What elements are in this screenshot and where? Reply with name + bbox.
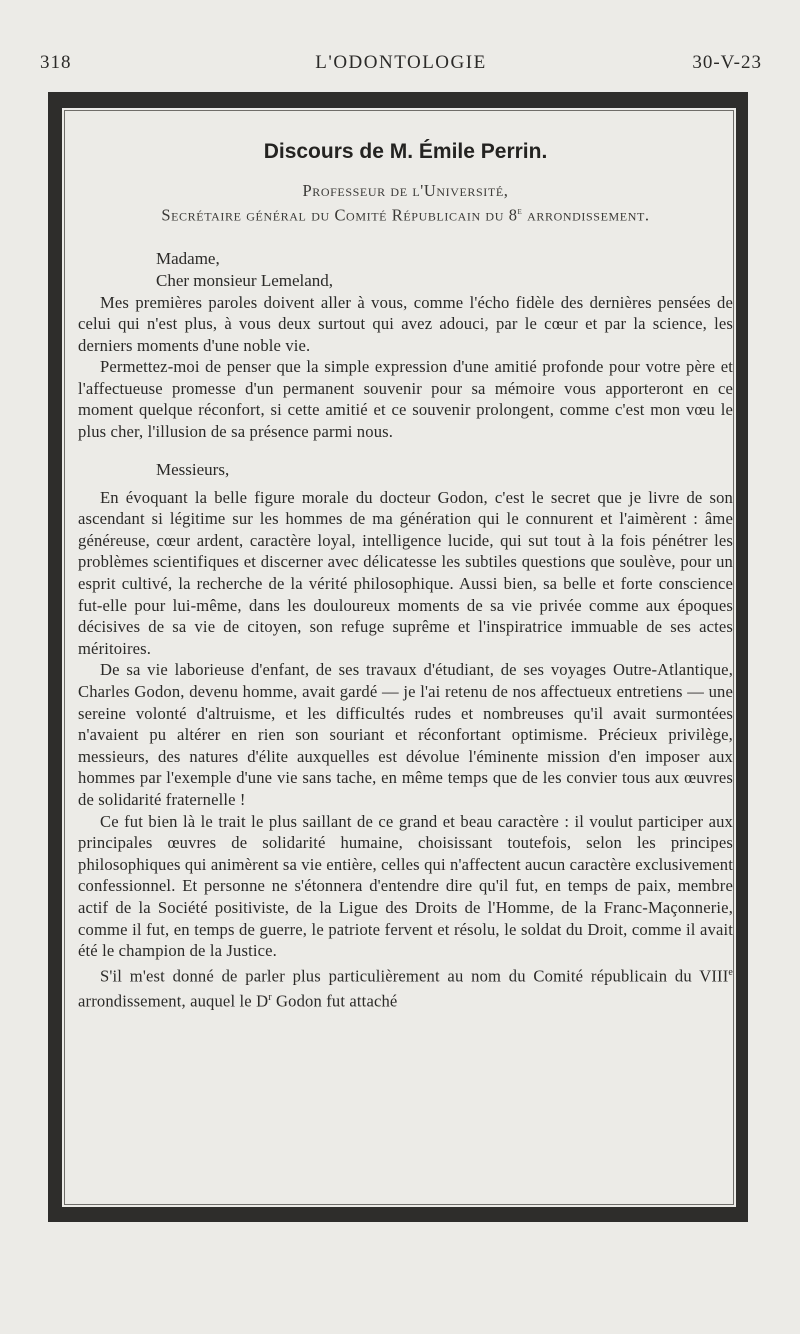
author-affiliation-1: Professeur de l'Université, [302,181,509,200]
salutation-madame: Madame, [156,248,220,268]
p6-superscript-1: e [728,966,733,978]
p6-text-b: arrondissement, auquel le D [78,991,269,1011]
affiliation-text-b: arrondissement. [522,205,650,225]
paragraph-1: Mes premières paroles doivent aller à vous, comme l'écho fidèle des dernières pensées de celui qui n'est plus, à vous deux surtout qui avez adouci, par le cœur et par la science, les derniers moments d'une noble vie. [78,292,733,355]
article-body [78,140,733,1012]
p6-text-a: S'il m'est donné de parler plus particulièrement au nom du Comité républicain du VIII [100,966,729,986]
affiliation-superscript: e [517,206,523,217]
paragraph-3: En évoquant la belle figure morale du docteur Godon, c'est le secret que je livre de son ascendant si légitime sur les hommes de ma génération qui le connurent et l'aimèrent : âme généreuse, cœur ardent, caractère loyal, intelligence lucide, qui sut tout à la fois pénétrer les problèmes scientifiques et discerner avec délicatesse les subtiles questions que soulève, pour un esprit cultivé, la recherche de la vérité philosophique. Aussi bien, sa belle et forte conscience fut-elle pour lui-même, dans les douloureux moments de sa vie privée comme aux époques décisives de sa vie de citoyen, son refuge suprême et l'inspiratrice immuable de ses actes méritoires. [78,487,733,658]
paragraph-6 [78,962,733,1012]
paragraph-5: Ce fut bien là le trait le plus saillant de ce grand et beau caractère : il voulut participer aux principales œuvres de solidarité humaine, choisissant toutefois, selon les principes philosophiques qui animèrent sa vie entière, celles qui n'affectent aucun caractère exclusivement confessionnel. Et personne ne s'étonnera d'entendre dire qu'il fut, en temps de paix, membre actif de la Société positiviste, de la Ligue des Droits de l'Homme, de la Franc-Maçonnerie, comme il fut, en temps de guerre, le patriote fervent et résolu, le soldat du Droit, comme il avait été le champion de la Justice. [78,811,733,961]
page-number: 318 [40,52,72,73]
author-affiliation-2 [78,201,733,226]
journal-title: L'ODONTOLOGIE [315,52,487,73]
salutation-monsieur: Cher monsieur Lemeland, [156,270,334,290]
article-title: Discours de M. Émile Perrin. [263,140,548,163]
p6-text-c: Godon fut attaché [271,991,398,1011]
issue-date: 30-V-23 [692,52,762,73]
salutation-messieurs: Messieurs, [156,459,230,479]
paragraph-2: Permettez-moi de penser que la simple expression d'une amitié profonde pour votre père et l'affectueuse promesse d'un permanent souvenir pour sa mémoire vous apporteront en ce moment quelque réconfort, si cette amitié et ce souvenir prolongent, comme c'est mon vœu le plus cher, l'illusion de sa présence parmi nous. [78,357,733,442]
p6-superscript-2: r [268,991,272,1003]
paragraph-4: De sa vie laborieuse d'enfant, de ses travaux d'étudiant, de ses voyages Outre-Atlantique, Charles Godon, devenu homme, avait gardé — je l'ai retenu de nos affectueux entretiens — une sereine volonté d'altruisme, et les difficultés rudes et nombreuses qu'il avait surmontées n'avaient pu altérer en rien son souriant et réconfortant optimisme. Précieux privilège, messieurs, des natures d'élite auxquelles est dévolue l'éminente mission d'en imposer aux hommes par l'exemple d'une vie sans tache, en même temps que de les convier tous aux œuvres de solidarité fraternelle ! [78,660,733,809]
affiliation-text-a: Secrétaire général du Comité Républicain du 8 [161,205,518,225]
running-header [40,52,762,80]
